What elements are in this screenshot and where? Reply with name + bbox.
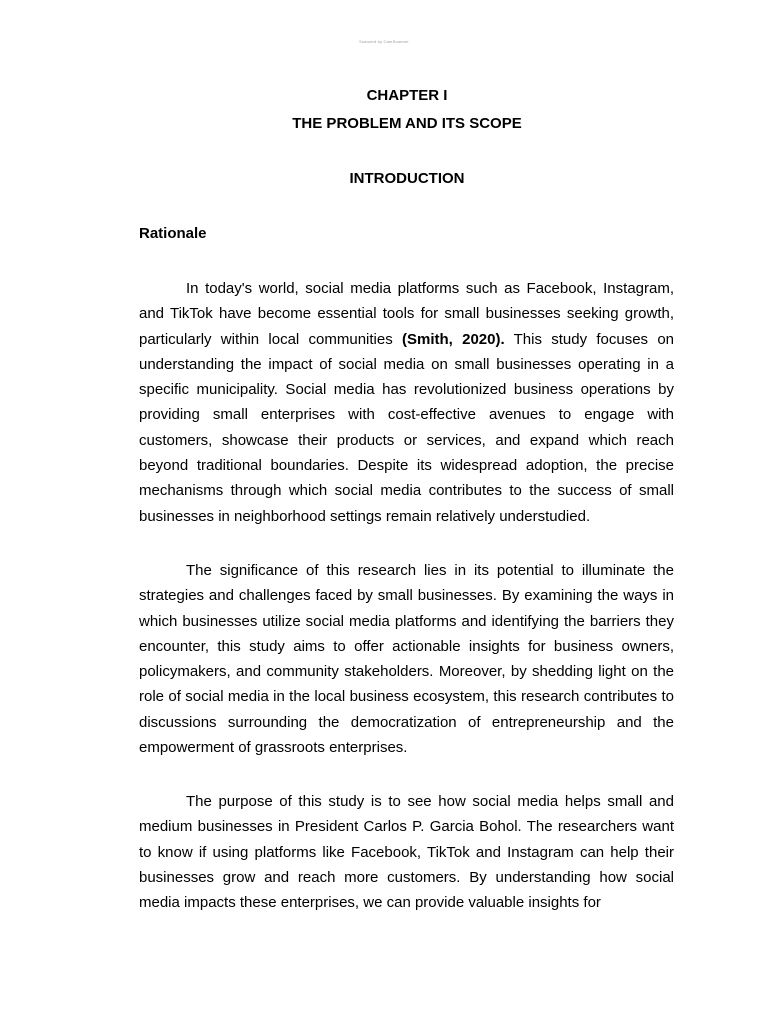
paragraph-1-text-b: This study focuses on understanding the impact of social media on small businesses operating in a specific municipality. Social media has revolutionized business operations by providing small enterprises with cost-effective avenues to engage with customers, showcase their products or services, and expand which reach beyond traditional boundaries. Despite its widespread adoption, the precise mechanisms through which social media contributes to the success of small businesses in neighborhood settings remain relatively understudied. — [139, 330, 675, 525]
paragraph-1-text-a: In today's world, social media platforms such as Facebook, Instagram, and TikTok have become essential tools for small businesses seeking growth, particularly within local communities — [139, 280, 674, 348]
subsection-title: Rationale — [139, 225, 207, 242]
paragraph-2: The significance of this research lies in its potential to illuminate the strategies and challenges faced by small businesses. By examining the ways in which businesses utilize social media platforms and identifying the barriers they encounter, this study aims to offer actionable insights for business owners, policymakers, and community stakeholders. Moreover, by shedding light on the role of social media in the local business ecosystem, this research contributes to discussions surrounding the democratization of entrepreneurship and the empowerment of grassroots enterprises. — [139, 562, 674, 757]
chapter-title: THE PROBLEM AND ITS SCOPE — [292, 115, 522, 132]
citation: (Smith, 2020). — [402, 330, 505, 348]
scanner-watermark: Scanned by CamScanner — [359, 39, 409, 44]
paragraph-3: The purpose of this study is to see how social media helps small and medium businesses in President Carlos P. Garcia Bohol. The researchers want to know if using platforms like Facebook, TikTok and Instagram can help their businesses grow and reach more customers. By understanding how social media impacts these enterprises, we can provide valuable insights for — [139, 793, 674, 912]
paragraph-1 — [139, 276, 674, 529]
chapter-number: CHAPTER I — [366, 87, 448, 104]
section-heading: INTRODUCTION — [349, 170, 465, 187]
